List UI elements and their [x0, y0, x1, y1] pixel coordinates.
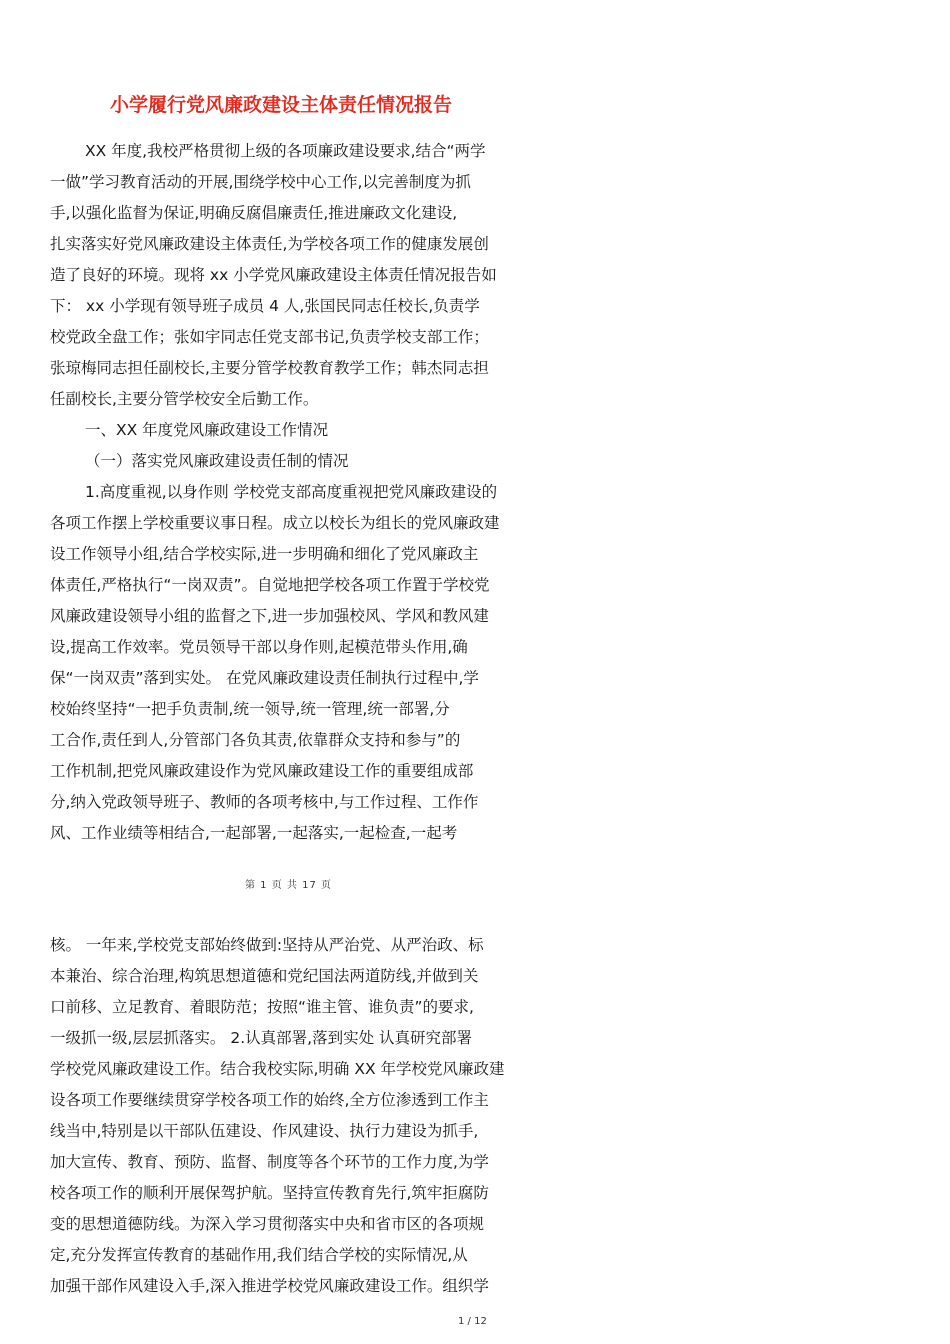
body-text-line: （一）落实党风廉政建设责任制的情况 — [85, 452, 349, 470]
body-text-line: 加大宣传、教育、预防、监督、制度等各个环节的工作力度,为学 — [50, 1153, 489, 1171]
body-text-line: 下： xx 小学现有领导班子成员 4 人,张国民同志任校长,负责学 — [50, 297, 480, 315]
body-text-line: 手,以强化监督为保证,明确反腐倡廉责任,推进廉政文化建设, — [50, 204, 458, 222]
body-text-line: 校各项工作的顺利开展保驾护航。坚持宣传教育先行,筑牢拒腐防 — [50, 1184, 489, 1202]
body-text-line: 1.高度重视,以身作则 学校党支部高度重视把党风廉政建设的 — [85, 483, 498, 501]
body-text-line: 本兼治、综合治理,构筑思想道德和党纪国法两道防线,并做到关 — [50, 967, 479, 985]
document-title: 小学履行党风廉政建设主体责任情况报告 — [110, 94, 453, 116]
body-text-line: 口前移、立足教育、着眼防范；按照“谁主管、谁负责”的要求, — [50, 998, 474, 1016]
body-text-line: 分,纳入党政领导班子、教师的各项考核中,与工作过程、工作作 — [50, 793, 479, 811]
body-text-line: 风、工作业绩等相结合,一起部署,一起落实,一起检查,一起考 — [50, 824, 458, 842]
body-text-line: 校始终坚持“一把手负责制,统一领导,统一管理,统一部署,分 — [50, 700, 450, 718]
body-text-line: 造了良好的环境。现将 xx 小学党风廉政建设主体责任情况报告如 — [50, 266, 497, 284]
body-text-line: 一做”学习教育活动的开展,围绕学校中心工作,以完善制度为抓 — [50, 173, 471, 191]
body-text-line: 工作机制,把党风廉政建设作为党风廉政建设工作的重要组成部 — [50, 762, 474, 780]
body-text-line: 一、XX 年度党风廉政建设工作情况 — [85, 421, 329, 439]
body-text-line: 核。 一年来,学校党支部始终做到:坚持从严治党、从严治政、标 — [50, 936, 484, 954]
body-text-line: 设,提高工作效率。党员领导干部以身作则,起模范带头作用,确 — [50, 638, 468, 656]
body-text-line: 加强干部作风建设入手,深入推进学校党风廉政建设工作。组织学 — [50, 1277, 489, 1295]
body-text-line: 校党政全盘工作；张如宇同志任党支部书记,负责学校支部工作； — [50, 328, 489, 346]
body-text-line: 定,充分发挥宣传教育的基础作用,我们结合学校的实际情况,从 — [50, 1246, 468, 1264]
body-text-line: 工合作,责任到人,分管部门各负其责,依靠群众支持和参与”的 — [50, 731, 461, 749]
body-text-line: 保“一岗双责”落到实处。 在党风廉政建设责任制执行过程中,学 — [50, 669, 479, 687]
body-text-line: 各项工作摆上学校重要议事日程。成立以校长为组长的党风廉政建 — [50, 514, 500, 532]
body-text-line: 设各项工作要继续贯穿学校各项工作的始终,全方位渗透到工作主 — [50, 1091, 489, 1109]
page-footer: 第 1 页 共 17 页 — [245, 880, 332, 891]
body-text-line: 线当中,特别是以干部队伍建设、作风建设、执行力建设为抓手, — [50, 1122, 479, 1140]
body-text-line: 张琼梅同志担任副校长,主要分管学校教育教学工作；韩杰同志担 — [50, 359, 489, 377]
body-text-line: 变的思想道德防线。为深入学习贯彻落实中央和省市区的各项规 — [50, 1215, 485, 1233]
page-counter: 1 / 12 — [458, 1316, 487, 1327]
body-text-line: 任副校长,主要分管学校安全后勤工作。 — [50, 390, 319, 408]
body-text-line: 扎实落实好党风廉政建设主体责任,为学校各项工作的健康发展创 — [50, 235, 489, 253]
body-text-line: 体责任,严格执行“一岗双责”。自觉地把学校各项工作置于学校党 — [50, 576, 490, 594]
body-text-line: 风廉政建设领导小组的监督之下,进一步加强校风、学风和教风建 — [50, 607, 489, 625]
body-text-line: 设工作领导小组,结合学校实际,进一步明确和细化了党风廉政主 — [50, 545, 479, 563]
body-text-line: 一级抓一级,层层抓落实。 2.认真部署,落到实处 认真研究部署 — [50, 1029, 472, 1047]
body-text-line: 学校党风廉政建设工作。结合我校实际,明确 XX 年学校党风廉政建 — [50, 1060, 505, 1078]
body-text-line: XX 年度,我校严格贯彻上级的各项廉政建设要求,结合“两学 — [85, 142, 486, 160]
